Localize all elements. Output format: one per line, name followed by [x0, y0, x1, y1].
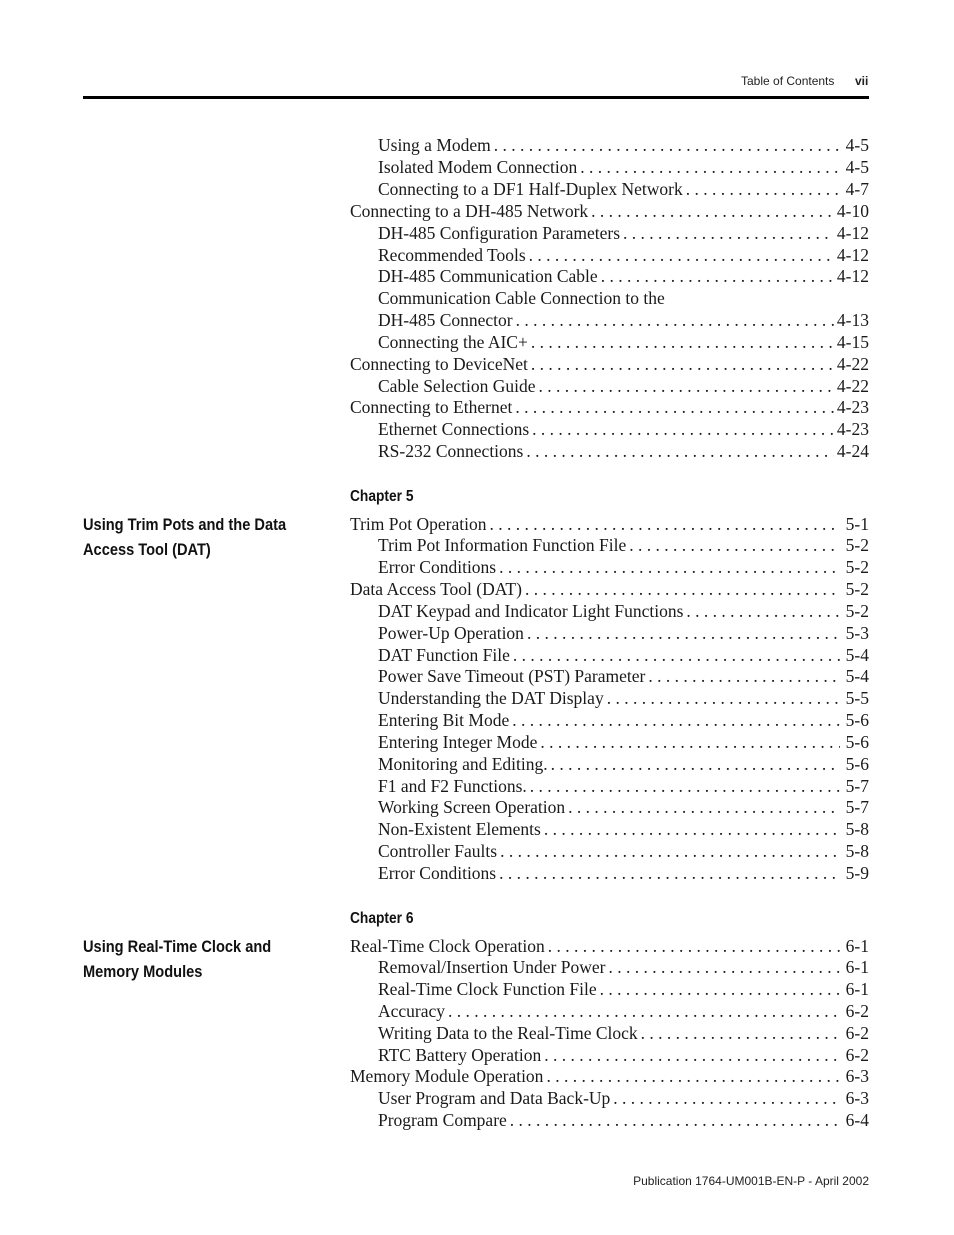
toc-entry	[378, 956, 869, 978]
dot-leader	[515, 396, 834, 418]
toc-entry-title: RTC Battery Operation	[378, 1045, 542, 1065]
dot-leader	[591, 200, 834, 222]
dot-leader	[629, 534, 840, 556]
dot-leader	[623, 222, 834, 244]
header-rule	[83, 96, 869, 99]
toc-entry-title: Connecting to DeviceNet	[350, 354, 528, 374]
dot-leader	[527, 622, 840, 644]
publication-footer: Publication 1764-UM001B-EN-P - April 2002	[633, 1174, 869, 1188]
toc-entry	[378, 222, 869, 244]
toc-entry-page: 6-3	[845, 1066, 869, 1086]
toc-entry	[378, 840, 869, 862]
dot-leader	[540, 731, 840, 753]
dot-leader	[538, 375, 833, 397]
toc-entry	[378, 709, 869, 731]
toc-entry-page: 5-6	[845, 710, 869, 730]
toc-entry-title: Accuracy	[378, 1001, 446, 1021]
dot-leader	[608, 956, 840, 978]
toc-entry-page: 6-2	[845, 1001, 869, 1021]
toc-entry-title: Ethernet Connections	[378, 419, 530, 439]
toc-entry-title: Connecting to a DF1 Half-Duplex Network	[378, 179, 683, 199]
toc-entry	[378, 731, 869, 753]
dot-leader	[499, 556, 840, 578]
page-number: vii	[855, 74, 869, 88]
toc-entry	[350, 578, 869, 600]
dot-leader	[510, 1109, 840, 1131]
toc-entry	[378, 622, 869, 644]
chapter-6-title	[83, 934, 341, 984]
toc-entry-page: 6-2	[845, 1045, 869, 1065]
toc-entry-page: 5-2	[845, 535, 869, 555]
chapter-6-title-line2: Memory Modules	[83, 962, 203, 981]
toc-entry-title: Real-Time Clock Function File	[378, 979, 597, 999]
toc-entry-title: Data Access Tool (DAT)	[350, 579, 522, 599]
toc-entry-page: 4-12	[836, 245, 869, 265]
toc-entry-title: RS-232 Connections	[378, 441, 524, 461]
toc-entry-title: DH-485 Configuration Parameters	[378, 223, 621, 243]
toc-entry	[378, 818, 869, 840]
toc-entry-page: 4-24	[836, 441, 869, 461]
dot-leader	[568, 796, 840, 818]
toc-entry	[350, 200, 869, 222]
toc-entry	[378, 600, 869, 622]
toc-entry-page: 4-7	[845, 179, 869, 199]
toc-entry-page: 4-22	[836, 354, 869, 374]
toc-entry-title: Program Compare	[378, 1110, 507, 1130]
toc-entry	[350, 396, 869, 418]
toc-entry-page: 6-1	[845, 957, 869, 977]
dot-leader	[448, 1000, 840, 1022]
dot-leader	[526, 440, 834, 462]
toc-entry-title: DH-485 Connector	[378, 310, 513, 330]
dot-leader	[601, 265, 834, 287]
dot-leader	[531, 331, 834, 353]
dot-leader	[529, 244, 834, 266]
chapter-6-title-line1: Using Real-Time Clock and	[83, 937, 272, 956]
toc-entry-page: 5-2	[845, 579, 869, 599]
toc-entry	[378, 244, 869, 266]
dot-leader	[548, 935, 840, 957]
toc-entry-title: Monitoring and Editing.	[378, 754, 548, 774]
toc-entry	[378, 978, 869, 1000]
toc-entry-page: 4-12	[836, 266, 869, 286]
toc-entry-title: User Program and Data Back-Up	[378, 1088, 611, 1108]
toc-entry-page: 5-7	[845, 776, 869, 796]
toc-entry-title: Working Screen Operation	[378, 797, 566, 817]
toc-entry	[378, 265, 869, 287]
toc-entry-title: Isolated Modem Connection	[378, 157, 578, 177]
toc-entry-title: Entering Bit Mode	[378, 710, 510, 730]
toc-entry	[378, 644, 869, 666]
dot-leader	[531, 353, 834, 375]
chapter-5-label: Chapter 5	[350, 488, 414, 505]
dot-leader	[613, 1087, 840, 1109]
dot-leader	[600, 978, 840, 1000]
toc-entry	[350, 935, 869, 957]
toc-entry-page: 5-9	[845, 863, 869, 883]
toc-entry-page: 5-7	[845, 797, 869, 817]
toc-entry-page: 5-8	[845, 819, 869, 839]
toc-entry-title: Entering Integer Mode	[378, 732, 538, 752]
toc-entry-title: Real-Time Clock Operation	[350, 936, 545, 956]
toc-entry-title: Using a Modem	[378, 135, 491, 155]
toc-entry	[378, 287, 869, 309]
toc-entry	[378, 556, 869, 578]
toc-entry	[378, 331, 869, 353]
toc-entry-page: 4-10	[836, 201, 869, 221]
dot-leader	[494, 134, 840, 156]
toc-entry-page: 5-4	[845, 666, 869, 686]
toc-entry-page: 4-22	[836, 376, 869, 396]
toc-entry	[378, 134, 869, 156]
dot-leader	[500, 840, 840, 862]
toc-entry-page: 5-6	[845, 732, 869, 752]
toc-entry-page: 4-23	[836, 419, 869, 439]
toc-entry-page: 4-5	[845, 157, 869, 177]
toc-entry	[378, 665, 869, 687]
dot-leader	[641, 1022, 840, 1044]
toc-entry	[378, 1087, 869, 1109]
toc-entry	[350, 353, 869, 375]
chapter-5-title-line1: Using Trim Pots and the Data	[83, 515, 287, 534]
toc-entry	[378, 1109, 869, 1131]
toc-entry-title: DAT Function File	[378, 645, 510, 665]
toc-entry-page: 5-3	[845, 623, 869, 643]
toc-entry	[378, 178, 869, 200]
toc-entry	[378, 1000, 869, 1022]
toc-entry-page: 6-1	[845, 979, 869, 999]
toc-entry-page: 6-1	[845, 936, 869, 956]
toc-entry	[378, 1022, 869, 1044]
toc-entry	[378, 687, 869, 709]
toc-entry-title: Writing Data to the Real-Time Clock	[378, 1023, 638, 1043]
toc-entry-title: Controller Faults	[378, 841, 498, 861]
toc-entry	[378, 796, 869, 818]
toc-entry-page: 4-23	[836, 397, 869, 417]
toc-entry	[378, 534, 869, 556]
toc-entry-title: Communication Cable Connection to the	[378, 288, 665, 308]
toc-entry-title: DH-485 Communication Cable	[378, 266, 598, 286]
dot-leader	[516, 309, 834, 331]
toc-entry-page: 6-2	[845, 1023, 869, 1043]
running-header-title: Table of Contents	[741, 74, 835, 88]
toc-entry-page: 4-15	[836, 332, 869, 352]
toc-entry-page: 6-4	[845, 1110, 869, 1130]
dot-leader	[686, 600, 840, 622]
toc-entry	[350, 513, 869, 535]
toc-entry-title: Memory Module Operation	[350, 1066, 544, 1086]
dot-leader	[513, 644, 840, 666]
toc-entry	[378, 156, 869, 178]
dot-leader	[489, 513, 840, 535]
toc-entry-title: Connecting to a DH-485 Network	[350, 201, 589, 221]
toc-entry-title: Removal/Insertion Under Power	[378, 957, 606, 977]
toc-entry-title: Connecting to Ethernet	[350, 397, 513, 417]
toc-entry-title: Power-Up Operation	[378, 623, 524, 643]
toc-entry-page: 4-12	[836, 223, 869, 243]
toc-entry	[378, 440, 869, 462]
toc-entry-title: Recommended Tools	[378, 245, 526, 265]
toc-entry-page: 4-5	[845, 135, 869, 155]
toc-entry-page: 5-6	[845, 754, 869, 774]
toc-entry-title: F1 and F2 Functions.	[378, 776, 527, 796]
dot-leader	[525, 578, 840, 600]
toc-entry-title: Power Save Timeout (PST) Parameter	[378, 666, 646, 686]
toc-entry-title: Understanding the DAT Display	[378, 688, 604, 708]
toc-entry-page: 5-8	[845, 841, 869, 861]
chapter-5-title	[83, 512, 341, 562]
toc-entry-title: Non-Existent Elements	[378, 819, 541, 839]
dot-leader	[544, 1044, 840, 1066]
dot-leader	[530, 775, 840, 797]
toc-entry	[378, 309, 869, 331]
toc-entry-page: 6-3	[845, 1088, 869, 1108]
toc-entry	[378, 418, 869, 440]
toc-entry-page: 5-2	[845, 557, 869, 577]
toc-entry-title: Error Conditions	[378, 557, 497, 577]
toc-entry-page: 5-2	[845, 601, 869, 621]
chapter-6-label: Chapter 6	[350, 910, 414, 927]
dot-leader	[686, 178, 840, 200]
chapter-5-title-line2: Access Tool (DAT)	[83, 540, 211, 559]
dot-leader	[544, 818, 840, 840]
toc-entry-title: Trim Pot Information Function File	[378, 535, 627, 555]
dot-leader	[551, 753, 840, 775]
toc-entry-title: DAT Keypad and Indicator Light Functions	[378, 601, 684, 621]
toc-entry	[378, 775, 869, 797]
dot-leader	[532, 418, 834, 440]
dot-leader	[499, 862, 840, 884]
toc-entry-title: Cable Selection Guide	[378, 376, 536, 396]
toc-entry	[378, 375, 869, 397]
dot-leader	[607, 687, 840, 709]
toc-entry-page: 5-1	[845, 514, 869, 534]
toc-entry-page: 5-5	[845, 688, 869, 708]
toc-entry-page: 4-13	[836, 310, 869, 330]
toc-entry-title: Trim Pot Operation	[350, 514, 487, 534]
dot-leader	[512, 709, 840, 731]
toc-entry	[378, 1044, 869, 1066]
toc-entry-title: Connecting the AIC+	[378, 332, 528, 352]
toc-entry-page: 5-4	[845, 645, 869, 665]
dot-leader	[648, 665, 840, 687]
toc-entry	[350, 1065, 869, 1087]
toc-entry	[378, 753, 869, 775]
dot-leader	[580, 156, 840, 178]
dot-leader	[546, 1065, 840, 1087]
toc-entry	[378, 862, 869, 884]
toc-entry-title: Error Conditions	[378, 863, 497, 883]
